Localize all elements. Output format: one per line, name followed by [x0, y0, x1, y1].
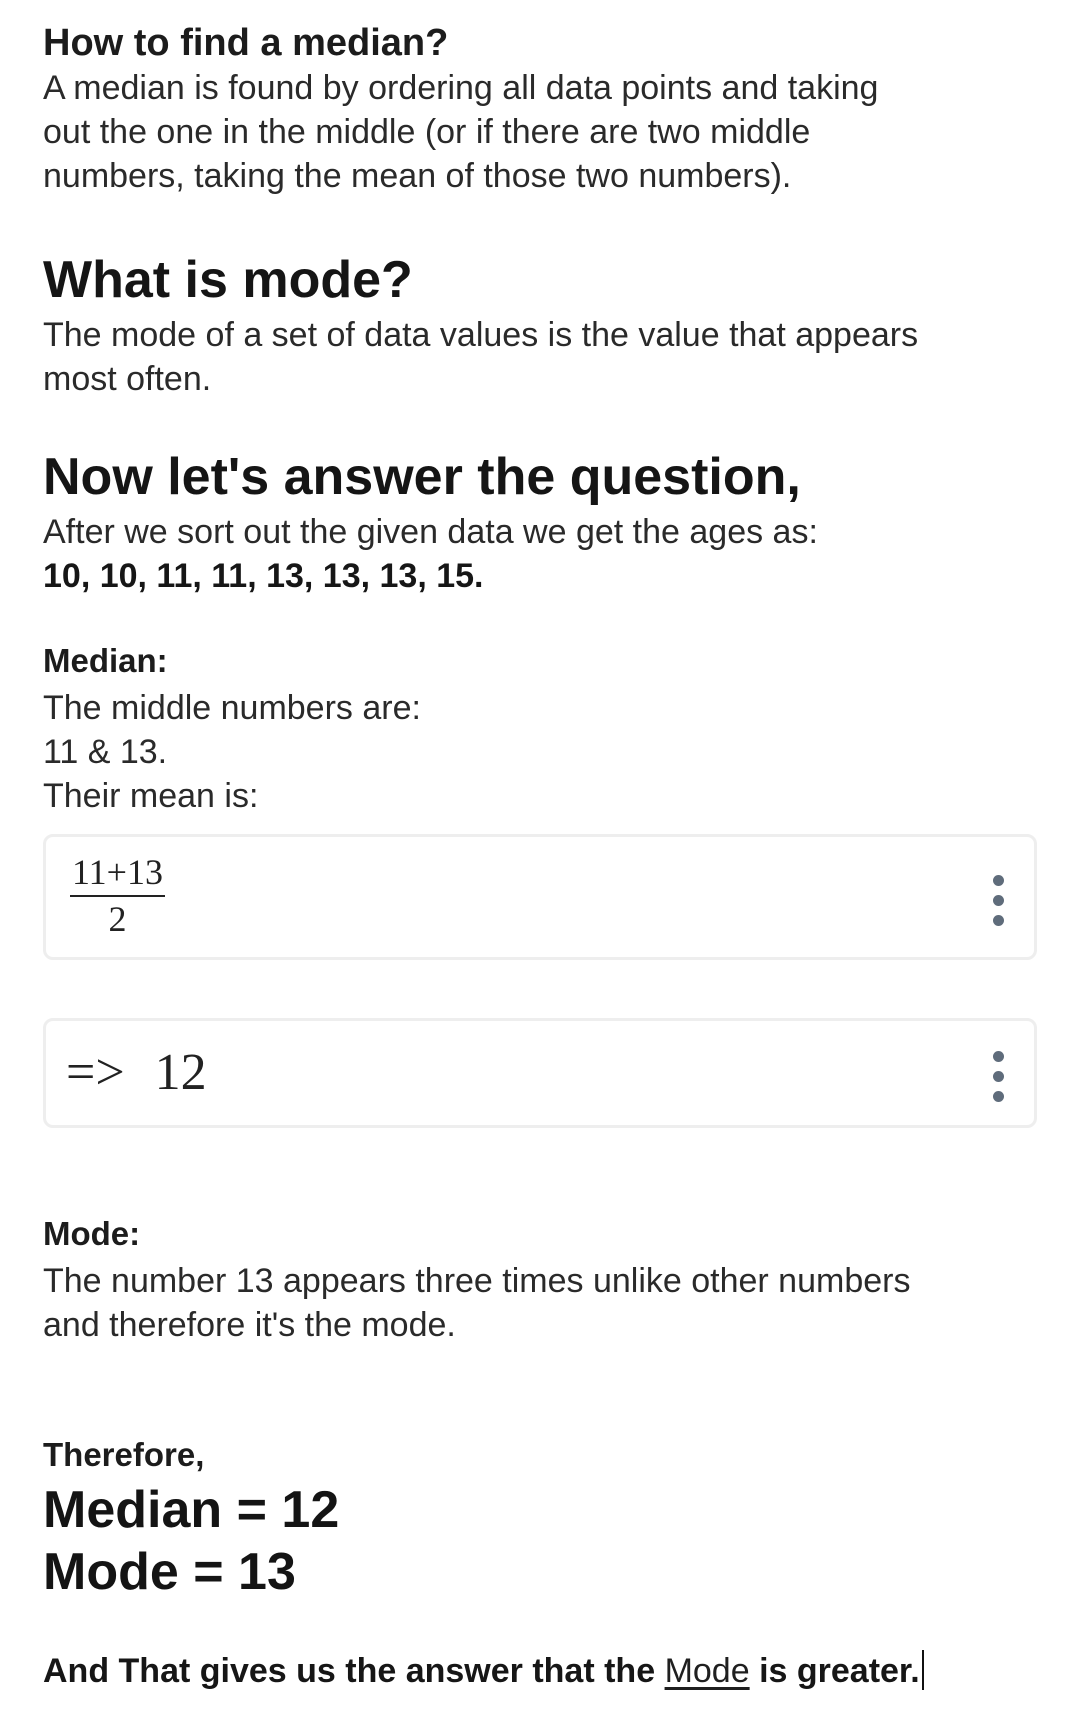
fraction-math-card[interactable]: [43, 834, 1037, 960]
median-definition-line: A median is found by ordering all data points and taking: [43, 69, 879, 107]
sorted-data: 10, 10, 11, 11, 13, 13, 13, 15.: [43, 557, 484, 595]
mode-link[interactable]: Mode: [664, 1652, 750, 1690]
more-vertical-icon[interactable]: [992, 875, 1004, 926]
mode-calc-line: and therefore it's the mode.: [43, 1306, 456, 1344]
result-expression: [66, 1043, 207, 1102]
mode-label: Mode:: [43, 1215, 141, 1252]
mode-definition: [43, 313, 1043, 401]
mode-result: Mode = 13: [43, 1543, 296, 1601]
conclusion: [43, 1650, 924, 1691]
median-calc-line: Their mean is:: [43, 777, 259, 815]
mode-definition-line: The mode of a set of data values is the value that appears: [43, 316, 919, 354]
answer-intro: [43, 510, 1043, 598]
median-heading: How to find a median?: [43, 22, 449, 64]
result-arrow: =>: [66, 1044, 125, 1101]
conclusion-prefix: And That gives us the answer that the: [43, 1652, 656, 1690]
result-math-card[interactable]: [43, 1018, 1037, 1128]
therefore-label: Therefore,: [43, 1436, 205, 1473]
more-vertical-icon[interactable]: [992, 1051, 1004, 1102]
mode-calc-line: The number 13 appears three times unlike other numbers: [43, 1262, 911, 1300]
result-value: 12: [154, 1044, 207, 1101]
answer-heading: Now let's answer the question,: [43, 448, 801, 506]
mode-definition-line: most often.: [43, 360, 212, 398]
median-result: Median = 12: [43, 1481, 340, 1539]
fraction-expression: [70, 851, 165, 941]
median-definition-line: numbers, taking the mean of those two numbers).: [43, 157, 792, 195]
answer-intro-line: After we sort out the given data we get the ages as:: [43, 513, 818, 551]
median-definition: [43, 66, 1043, 198]
median-label: Median:: [43, 642, 168, 679]
median-calc-line: The middle numbers are:: [43, 689, 421, 727]
median-definition-line: out the one in the middle (or if there are two middle: [43, 113, 811, 151]
fraction-numerator: 11+13: [70, 851, 165, 897]
mode-heading: What is mode?: [43, 251, 413, 309]
median-calc-line: 11 & 13.: [43, 733, 168, 771]
mode-calculation: [43, 1259, 1043, 1347]
median-calculation: [43, 686, 1043, 818]
text-cursor: [922, 1650, 924, 1690]
fraction-denominator: 2: [108, 899, 127, 939]
conclusion-suffix: is greater.: [759, 1652, 920, 1690]
